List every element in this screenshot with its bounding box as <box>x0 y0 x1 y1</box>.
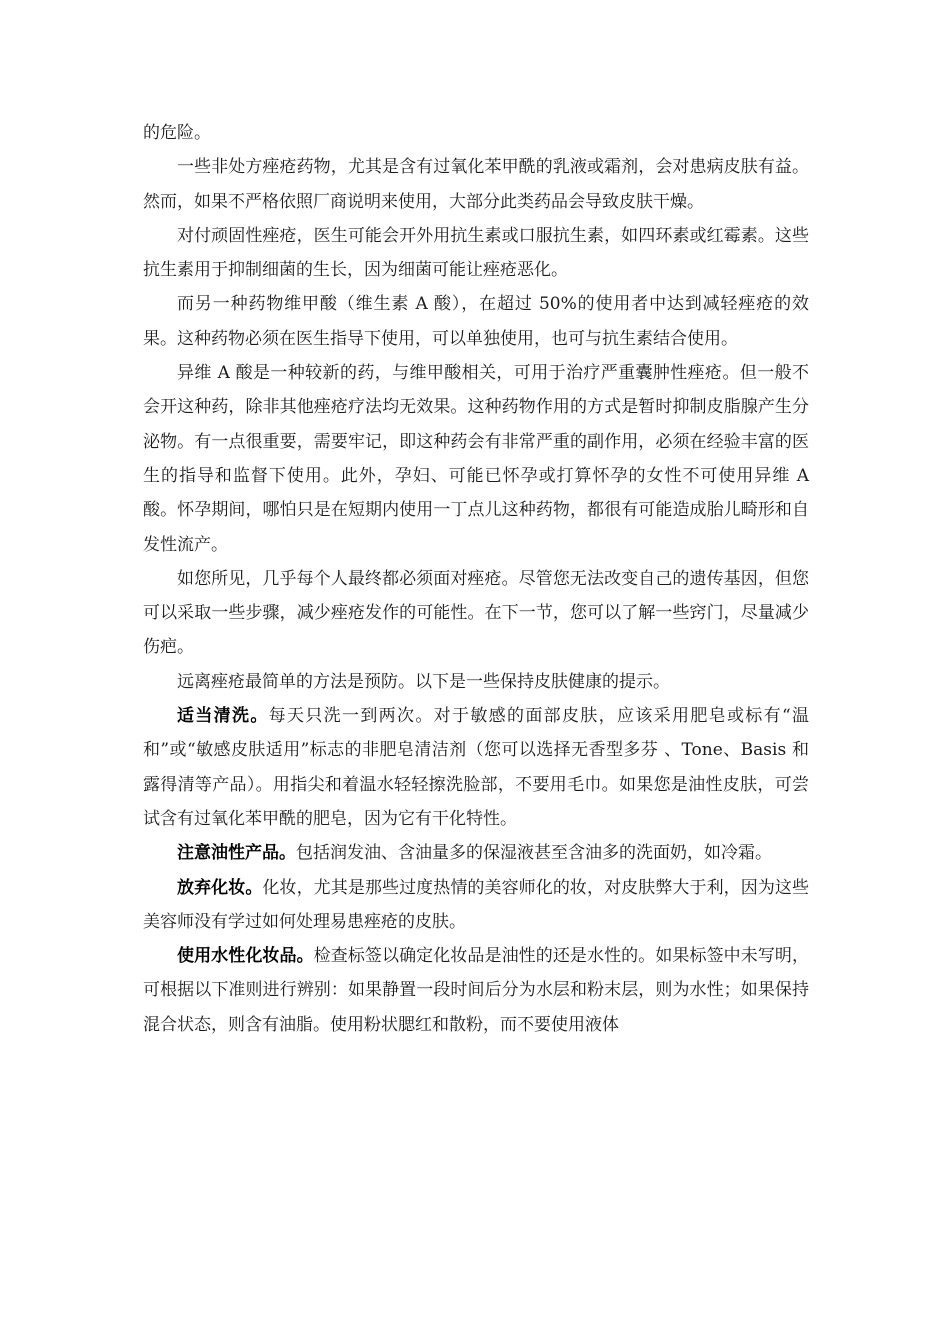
paragraph-1 <box>143 150 809 219</box>
paragraph-8 <box>143 836 809 870</box>
paragraph-text: 检查标签以确定化妆品是油性的还是水性的。如果标签中未写明，可根据以下准则进行辨别：如果静置一段时间后分为水层和粉末层，则为水性；如果保持混合状态，则含有油脂。使用粉状腮红和散粉，而不要使用液体 <box>143 946 810 1035</box>
paragraph-4 <box>143 356 809 562</box>
paragraph-text: 的危险。 <box>143 123 211 143</box>
paragraph-6 <box>143 665 809 699</box>
tip-heading: 适当清洗。 <box>177 706 269 727</box>
paragraph-text: 如您所见，几乎每个人最终都必须面对痤疮。尽管您无法改变自己的遗传基因，但您可以采取一些步骤，减少痤疮发作的可能性。在下一节，您可以了解一些窍门，尽量减少伤疤。 <box>143 568 809 658</box>
tip-heading: 放弃化妆。 <box>177 877 263 898</box>
paragraph-0 <box>143 116 809 150</box>
paragraph-2 <box>143 219 809 288</box>
paragraph-5 <box>143 562 809 665</box>
paragraph-text: 对付顽固性痤疮，医生可能会开外用抗生素或口服抗生素，如四环素或红霉素。这些抗生素用于抑制细菌的生长，因为细菌可能让痤疮恶化。 <box>143 225 809 281</box>
paragraph-text: 而另一种药物维甲酸（维生素 A 酸），在超过 50%的使用者中达到减轻痤疮的效果。这种药物必须在医生指导下使用，可以单独使用，也可与抗生素结合使用。 <box>143 294 809 349</box>
paragraph-text: 异维 A 酸是一种较新的药，与维甲酸相关，可用于治疗严重囊肿性痤疮。但一般不会开这种药，除非其他痤疮疗法均无效果。这种药物作用的方式是暂时抑制皮脂腺产生分泌物。有一点很重要，需要牢记，即这种药会有非常严重的副作用，必须在经验丰富的医生的指导和监督下使用。此外，孕妇、可能已怀孕或打算怀孕的女性不可使用异维 A 酸。怀孕期间，哪怕只是在短期内使用一丁点儿这种药物，都很有可能造成胎儿畸形和自发性流产。 <box>143 363 809 555</box>
paragraph-text: 远离痤疮最简单的方法是预防。以下是一些保持皮肤健康的提示。 <box>177 671 670 692</box>
paragraph-3 <box>143 287 809 356</box>
paragraph-text: 化妆，尤其是那些过度热情的美容师化的妆，对皮肤弊大于利，因为这些美容师没有学过如何处理易患痤疮的皮肤。 <box>143 877 810 932</box>
paragraph-9 <box>143 871 809 940</box>
paragraph-10 <box>143 939 809 1042</box>
paragraph-7 <box>143 699 809 836</box>
paragraph-text: 一些非处方痤疮药物，尤其是含有过氧化苯甲酰的乳液或霜剂，会对患病皮肤有益。然而，如果不严格依照厂商说明来使用，大部分此类药品会导致皮肤干燥。 <box>143 157 809 212</box>
paragraph-text: 包括润发油、含油量多的保湿液甚至含油多的洗面奶，如冷霜。 <box>296 843 772 864</box>
paragraph-text: 每天只洗一到两次。对于敏感的面部皮肤，应该采用肥皂或标有“温和”或“敏感皮肤适用”标志的非肥皂清洁剂（您可以选择无香型多芬 、Tone、Basis 和露得清等产品）。用指尖和着温水轻轻擦洗脸部，不要用毛巾。如果您是油性皮肤，可尝试含有过氧化苯甲酰的肥皂，因为它有干化特性。 <box>143 706 809 829</box>
tip-heading: 注意油性产品。 <box>177 843 296 864</box>
tip-heading: 使用水性化妆品。 <box>177 946 314 967</box>
document-page <box>143 116 809 1042</box>
